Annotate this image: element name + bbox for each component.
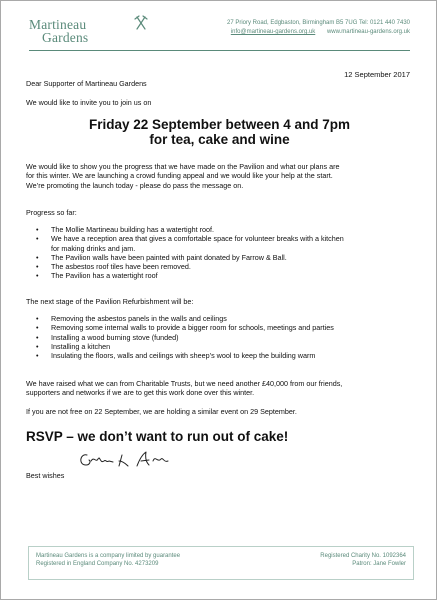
list-item: • The Mollie Martineau building has a watertight roof. (34, 225, 344, 234)
list-item: • Removing some internal walls to provide a bigger room for schools, meetings and parties (34, 323, 334, 332)
next-steps-list (34, 314, 334, 360)
footer-patron-line: Patron: Jane Fowler (352, 561, 406, 567)
list-item: • Installing a kitchen (34, 342, 334, 351)
appeal-paragraph (26, 379, 342, 398)
footer-left (36, 552, 180, 568)
salutation: Dear Supporter of Martineau Gardens (26, 79, 147, 88)
signoff: Best wishes (26, 471, 65, 480)
website-link[interactable]: www.martineau-gardens.org.uk (326, 29, 410, 35)
email-link[interactable]: info@martineau-gardens.org.uk (230, 29, 316, 35)
intro-line: We would like to show you the progress that we have made on the Pavilion and what our plans are (26, 162, 340, 171)
next-heading: The next stage of the Pavilion Refurbishment will be: (26, 297, 194, 306)
alternate-event: If you are not free on 22 September, we are holding a similar event on 29 September. (26, 407, 297, 416)
garden-fork-icon (134, 15, 148, 31)
list-item: • The Pavilion has a watertight roof (34, 271, 344, 280)
header-divider (29, 50, 410, 51)
footer-right (320, 552, 406, 568)
invite-line: We would like to invite you to join us on (26, 98, 152, 107)
intro-line: for this winter. We are launching a crowd funding appeal and we would like your help at the start. (26, 171, 333, 181)
appeal-line: We have raised what we can from Charitable Trusts, but we need another £40,000 from our friends, (26, 379, 343, 388)
letter-date: 12 September 2017 (344, 70, 410, 79)
list-item: • Installing a wood burning stove (funded) (34, 333, 334, 342)
progress-list (34, 225, 344, 281)
intro-line: We’re promoting the launch today - please do pass the message on. (26, 180, 244, 190)
address-line: 27 Priory Road, Edgbaston, Birmingham B5 7UG Tel: 0121 440 7430 (227, 20, 410, 26)
list-item: • Insulating the floors, walls and ceilings with sheep’s wool to keep the building warm (34, 351, 334, 360)
rsvp-heading: RSVP – we don’t want to run out of cake! (26, 429, 289, 444)
footer-registration-line: Registered in England Company No. 4273209 (36, 561, 159, 567)
logo-text-line1: Martineau (29, 17, 87, 32)
appeal-line: supporters and networks if we are to get this work done over this winter. (26, 388, 255, 398)
list-item: • The Pavilion walls have been painted with paint donated by Farrow & Ball. (34, 253, 344, 262)
list-item: • Removing the asbestos panels in the walls and ceilings (34, 314, 334, 323)
headline-date: Friday 22 September between 4 and 7pm (88, 117, 351, 132)
header-address (227, 19, 410, 37)
handwritten-signature (77, 449, 187, 471)
intro-paragraph (26, 162, 340, 190)
headline-purpose: for tea, cake and wine (149, 132, 290, 147)
footer-company-line: Martineau Gardens is a company limited by guarantee (36, 553, 181, 559)
footer-box (28, 546, 414, 580)
logo (29, 17, 159, 49)
footer-charity-line: Registered Charity No. 1092364 (320, 553, 406, 559)
list-item: • The asbestos roof tiles have been removed. (34, 262, 344, 271)
list-item: • We have a reception area that gives a comfortable space for volunteer breaks with a kitchen (34, 234, 344, 243)
list-item-continuation: for making drinks and jam. (51, 243, 136, 253)
progress-heading: Progress so far: (26, 208, 77, 217)
logo-text-line2: Gardens (42, 30, 89, 45)
